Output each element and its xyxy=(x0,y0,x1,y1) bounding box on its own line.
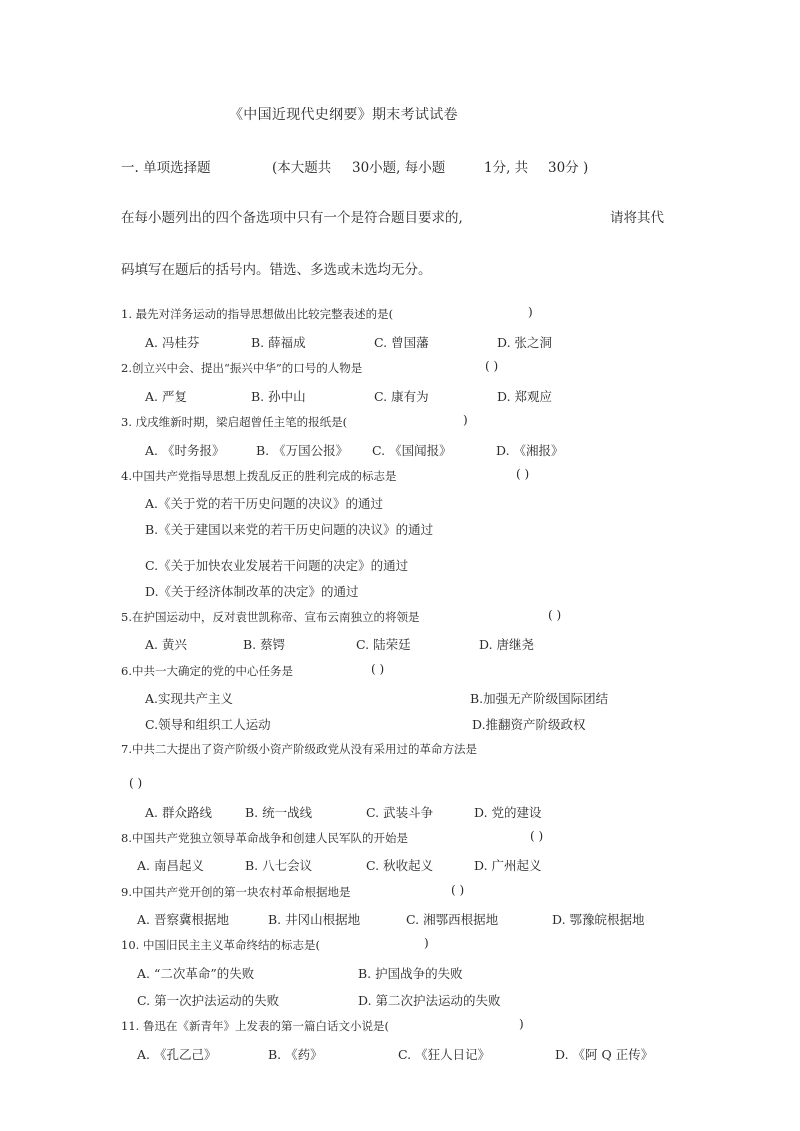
section-note-points: 1分, 共 xyxy=(484,160,529,176)
option-a: A. 晋察冀根据地 xyxy=(137,912,229,927)
answer-bracket: ) xyxy=(528,305,533,319)
question-stem: 8.中国共产党独立领导革命战争和创建人民军队的开始是 xyxy=(121,831,408,845)
option-a: A. 南昌起义 xyxy=(137,858,204,873)
question-stem: 1. 最先对洋务运动的指导思想做出比较完整表述的是( xyxy=(121,307,394,321)
option-a: A. 黄兴 xyxy=(145,637,187,652)
option-a: A. 严复 xyxy=(145,389,187,404)
option-b: B. 《万国公报》 xyxy=(256,443,349,458)
option-b: B.《关于建国以来党的若干历史问题的决议》的通过 xyxy=(145,522,434,537)
option-b: B. 《药》 xyxy=(268,1047,323,1062)
option-b: B. 统一战线 xyxy=(245,805,313,820)
question-stem: 9.中国共产党开创的第一块农村革命根据地是 xyxy=(121,885,351,899)
option-b: B. 孙中山 xyxy=(251,389,306,404)
question-stem: 2.创立兴中会、提出“振兴中华”的口号的人物是 xyxy=(121,361,363,375)
option-d: D. 鄂豫皖根据地 xyxy=(552,912,645,927)
option-d: D. 党的建设 xyxy=(474,805,542,820)
option-c: C. 《国闻报》 xyxy=(372,443,452,458)
option-d: D. 唐继尧 xyxy=(479,637,535,652)
option-c: C. 陆荣廷 xyxy=(356,637,411,652)
section-heading: 一. 单项选择题 xyxy=(121,160,211,176)
option-d: D.《关于经济体制改革的决定》的通过 xyxy=(145,584,359,599)
option-a: A.《关于党的若干历史问题的决议》的通过 xyxy=(145,496,384,511)
option-d: D. 张之洞 xyxy=(497,335,553,350)
answer-bracket: ( ) xyxy=(371,662,385,676)
option-b: B. 蔡锷 xyxy=(243,637,286,652)
option-c: C.领导和组织工人运动 xyxy=(145,717,271,732)
question-stem: 4.中国共产党指导思想上拨乱反正的胜利完成的标志是 xyxy=(121,469,397,483)
instructions-line-2: 码填写在题后的括号内。错选、多选或未选均无分。 xyxy=(121,262,432,278)
option-d: D.推翻资产阶级政权 xyxy=(472,717,586,732)
option-c: C. 曾国藩 xyxy=(374,335,429,350)
question-stem: 11. 鲁迅在《新青年》上发表的第一篇白话文小说是( xyxy=(121,1019,389,1033)
option-c: C. 第一次护法运动的失败 xyxy=(137,993,280,1008)
section-note-total: 30分 ) xyxy=(548,160,589,176)
option-d: D. 《湘报》 xyxy=(496,443,564,458)
answer-bracket: ( ) xyxy=(451,883,465,897)
section-note-open: (本大题共 xyxy=(272,160,332,176)
option-b: B. 井冈山根据地 xyxy=(268,912,361,927)
answer-bracket: ( ) xyxy=(516,467,530,481)
option-b: B. 护国战争的失败 xyxy=(358,966,463,981)
option-a: A. 《孔乙己》 xyxy=(137,1047,217,1062)
question-stem: 5.在护国运动中，反对袁世凯称帝、宣布云南独立的将领是 xyxy=(121,610,420,624)
option-c: C. 湘鄂西根据地 xyxy=(406,912,499,927)
instructions-line-1: 在每小题列出的四个备选项中只有一个是符合题目要求的, xyxy=(121,210,463,226)
question-stem: 3. 戊戌维新时期，梁启超曾任主笔的报纸是( xyxy=(121,415,348,429)
option-b: B.加强无产阶级国际团结 xyxy=(470,691,609,706)
option-b: B. 薛福成 xyxy=(251,335,306,350)
instructions-line-1-right: 请将其代 xyxy=(610,210,664,226)
option-a: A. 冯桂芬 xyxy=(145,335,200,350)
answer-bracket: ( ) xyxy=(530,829,544,843)
option-a: A.实现共产主义 xyxy=(145,691,234,706)
section-note-count: 30小题, 每小题 xyxy=(352,160,446,176)
option-d: D. 郑观应 xyxy=(497,389,553,404)
option-a: A. “二次革命”的失败 xyxy=(137,966,255,981)
option-c: C. 武装斗争 xyxy=(366,805,434,820)
option-c: C. 《狂人日记》 xyxy=(398,1047,491,1062)
question-stem: 7.中共二大提出了资产阶级小资产阶级政党从没有采用过的革命方法是 xyxy=(121,742,477,756)
answer-bracket: ) xyxy=(424,936,429,950)
option-b: B. 八七会议 xyxy=(245,858,313,873)
answer-bracket: ) xyxy=(519,1017,524,1031)
option-d: D. 第二次护法运动的失败 xyxy=(358,993,501,1008)
answer-bracket: ( ) xyxy=(485,359,499,373)
answer-bracket: ( ) xyxy=(548,608,562,622)
page-title: 《中国近现代史纲要》期末考试试卷 xyxy=(229,107,458,123)
answer-bracket: ) xyxy=(463,413,468,427)
option-c: C. 秋收起义 xyxy=(366,858,434,873)
question-stem: 6.中共一大确定的党的中心任务是 xyxy=(121,664,293,678)
option-a: A. 群众路线 xyxy=(145,805,212,820)
option-c: C.《关于加快农业发展若干问题的决定》的通过 xyxy=(145,558,409,573)
option-a: A. 《时务报》 xyxy=(145,443,225,458)
question-stem: 10. 中国旧民主主义革命终结的标志是( xyxy=(121,938,320,952)
option-d: D. 广州起义 xyxy=(474,858,542,873)
option-c: C. 康有为 xyxy=(374,389,429,404)
answer-bracket: ( ) xyxy=(129,776,143,790)
option-d: D. 《阿 Q 正传》 xyxy=(555,1047,654,1062)
